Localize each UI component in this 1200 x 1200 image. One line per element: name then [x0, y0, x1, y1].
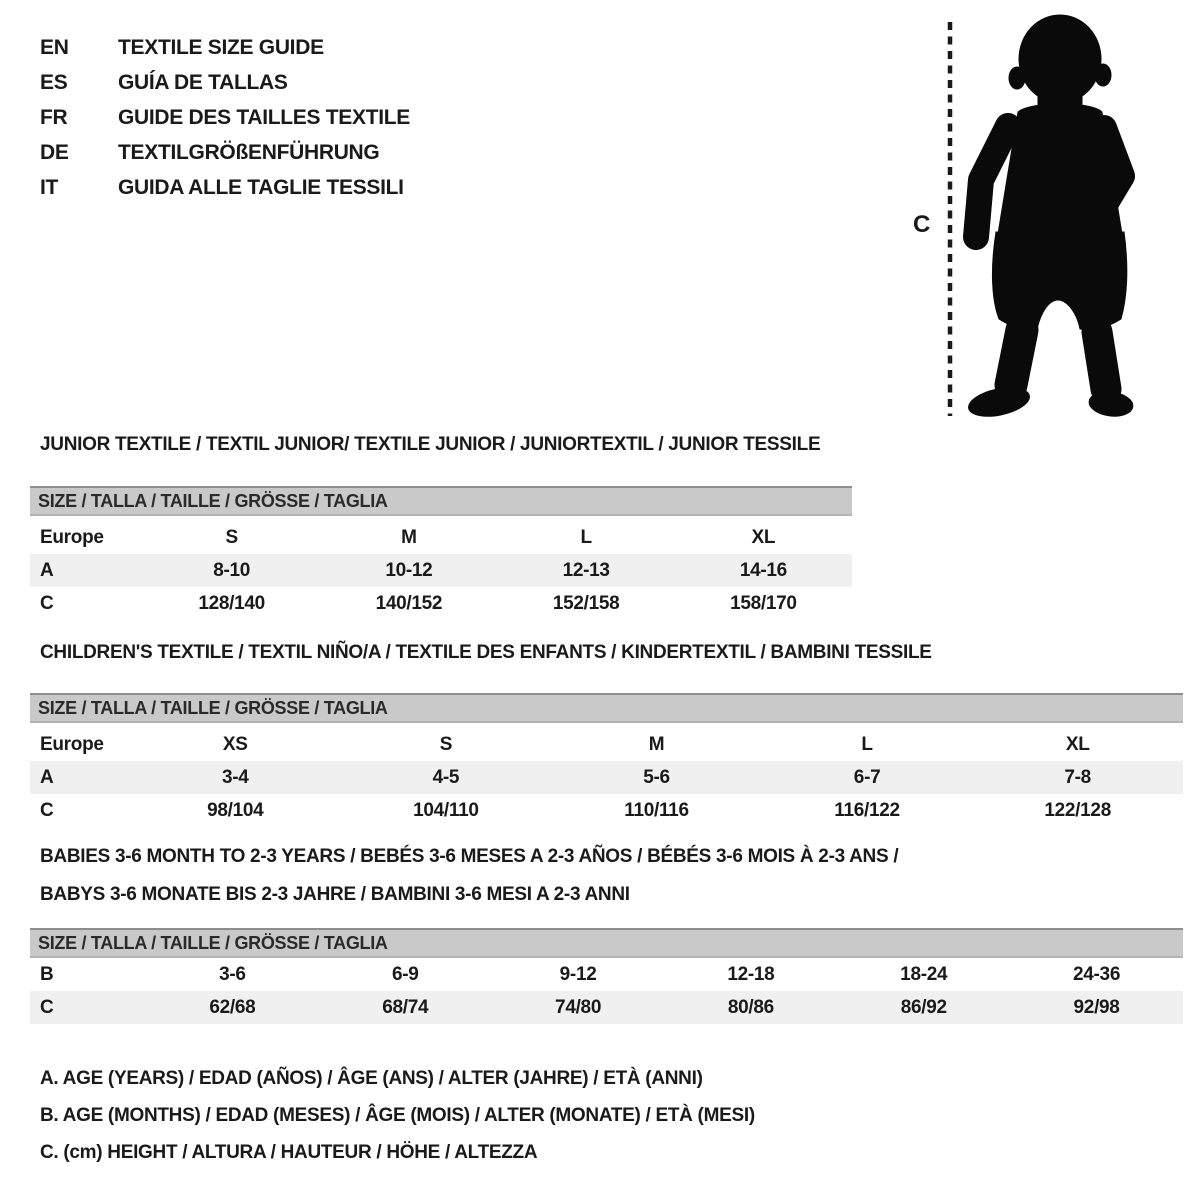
cell: 92/98 — [1073, 996, 1120, 1018]
cell: 7-8 — [1064, 766, 1091, 788]
cell: XL — [751, 526, 776, 548]
table-row-height — [30, 794, 1183, 827]
cell: 68/74 — [382, 996, 429, 1018]
table-row-height — [30, 587, 852, 620]
cell: 12-13 — [562, 559, 610, 581]
junior-size-table — [30, 486, 852, 620]
babies-section-heading-line2: BABYS 3-6 MONATE BIS 2-3 JAHRE / BAMBINI 3-6 MESI A 2-3 ANNI — [40, 884, 630, 905]
table-row-height — [30, 991, 1183, 1024]
row-label: Europe — [40, 733, 104, 755]
guide-title: TEXTILGRÖßENFÜHRUNG — [118, 140, 380, 164]
cell: 98/104 — [207, 799, 264, 821]
language-code: EN — [40, 35, 69, 59]
row-label: C — [40, 996, 54, 1018]
guide-title: TEXTILE SIZE GUIDE — [118, 35, 324, 59]
cell: 24-36 — [1073, 963, 1121, 985]
cell: 14-16 — [739, 559, 787, 581]
cell: 128/140 — [198, 592, 265, 614]
language-row-it — [40, 170, 410, 205]
row-label: C — [40, 592, 54, 614]
guide-title: GUIDA ALLE TAGLIE TESSILI — [118, 175, 404, 199]
size-header-bar: SIZE / TALLA / TAILLE / GRÖSSE / TAGLIA — [30, 928, 1183, 958]
legend-height-cm: C. (cm) HEIGHT / ALTURA / HAUTEUR / HÖHE / ALTEZZA — [40, 1141, 538, 1163]
cell: 10-12 — [385, 559, 433, 581]
cell: 8-10 — [213, 559, 251, 581]
cell: 6-7 — [853, 766, 881, 788]
language-code: FR — [40, 105, 68, 129]
legend-age-months: B. AGE (MONTHS) / EDAD (MESES) / ÂGE (MOIS) / ALTER (MONATE) / ETÀ (MESI) — [40, 1104, 755, 1126]
cell: 5-6 — [643, 766, 670, 788]
row-label: A — [40, 766, 54, 788]
cell: 74/80 — [555, 996, 602, 1018]
cell: 86/92 — [900, 996, 947, 1018]
size-header-bar: SIZE / TALLA / TAILLE / GRÖSSE / TAGLIA — [30, 693, 1183, 723]
row-label: C — [40, 799, 54, 821]
cell: XL — [1065, 733, 1090, 755]
language-row-fr — [40, 100, 410, 135]
guide-title: GUÍA DE TALLAS — [118, 70, 288, 94]
figure-height-label: C — [913, 211, 931, 238]
cell: 140/152 — [375, 592, 443, 614]
babies-section-heading-line1: BABIES 3-6 MONTH TO 2-3 YEARS / BEBÉS 3-6 MESES A 2-3 AÑOS / BÉBÉS 3-6 MOIS À 2-3 ANS / — [40, 846, 899, 867]
language-code: IT — [40, 175, 59, 199]
cell: S — [439, 733, 453, 755]
cell: M — [401, 526, 417, 548]
cell: 122/128 — [1044, 799, 1111, 821]
language-row-es — [40, 65, 410, 100]
cell: 12-18 — [727, 963, 775, 985]
size-figure — [900, 0, 1150, 430]
cell: 158/170 — [730, 592, 797, 614]
cell: L — [580, 526, 592, 548]
language-row-de — [40, 135, 410, 170]
cell: 152/158 — [552, 592, 620, 614]
cell: 80/86 — [727, 996, 774, 1018]
row-label: A — [40, 559, 54, 581]
cell: S — [225, 526, 238, 548]
table-row-months — [30, 958, 1183, 991]
cell: 104/110 — [413, 799, 479, 821]
table-row-age — [30, 554, 852, 587]
language-row-en — [40, 30, 410, 65]
cell: 3-4 — [222, 766, 249, 788]
cell: 116/122 — [834, 799, 900, 821]
table-row-europe — [30, 521, 852, 554]
table-row-age — [30, 761, 1183, 794]
cell: 4-5 — [432, 766, 460, 788]
cell: 3-6 — [219, 963, 246, 985]
legend-age-years: A. AGE (YEARS) / EDAD (AÑOS) / ÂGE (ANS) / ALTER (JAHRE) / ETÀ (ANNI) — [40, 1067, 703, 1089]
row-label: Europe — [40, 526, 104, 548]
cell: XS — [222, 733, 248, 755]
cell: 110/116 — [624, 799, 689, 821]
cell: 6-9 — [391, 963, 419, 985]
toddler-silhouette-icon — [966, 15, 1134, 421]
junior-section-heading: JUNIOR TEXTILE / TEXTIL JUNIOR/ TEXTILE JUNIOR / JUNIORTEXTIL / JUNIOR TESSILE — [40, 434, 821, 455]
language-code: ES — [40, 70, 68, 94]
babies-size-table — [30, 928, 1183, 1024]
size-header-bar: SIZE / TALLA / TAILLE / GRÖSSE / TAGLIA — [30, 486, 852, 516]
guide-title: GUIDE DES TAILLES TEXTILE — [118, 105, 410, 129]
children-section-heading: CHILDREN'S TEXTILE / TEXTIL NIÑO/A / TEXTILE DES ENFANTS / KINDERTEXTIL / BAMBINI TESSILE — [40, 642, 932, 663]
cell: M — [648, 733, 665, 755]
cell: 62/68 — [209, 996, 256, 1018]
cell: 18-24 — [900, 963, 948, 985]
children-size-table — [30, 693, 1183, 827]
table-row-europe — [30, 728, 1183, 761]
cell: 9-12 — [559, 963, 597, 985]
language-code: DE — [40, 140, 69, 164]
cell: L — [861, 733, 873, 755]
language-title-list — [40, 30, 410, 205]
row-label: B — [40, 963, 54, 985]
measure-legend — [40, 1060, 755, 1171]
